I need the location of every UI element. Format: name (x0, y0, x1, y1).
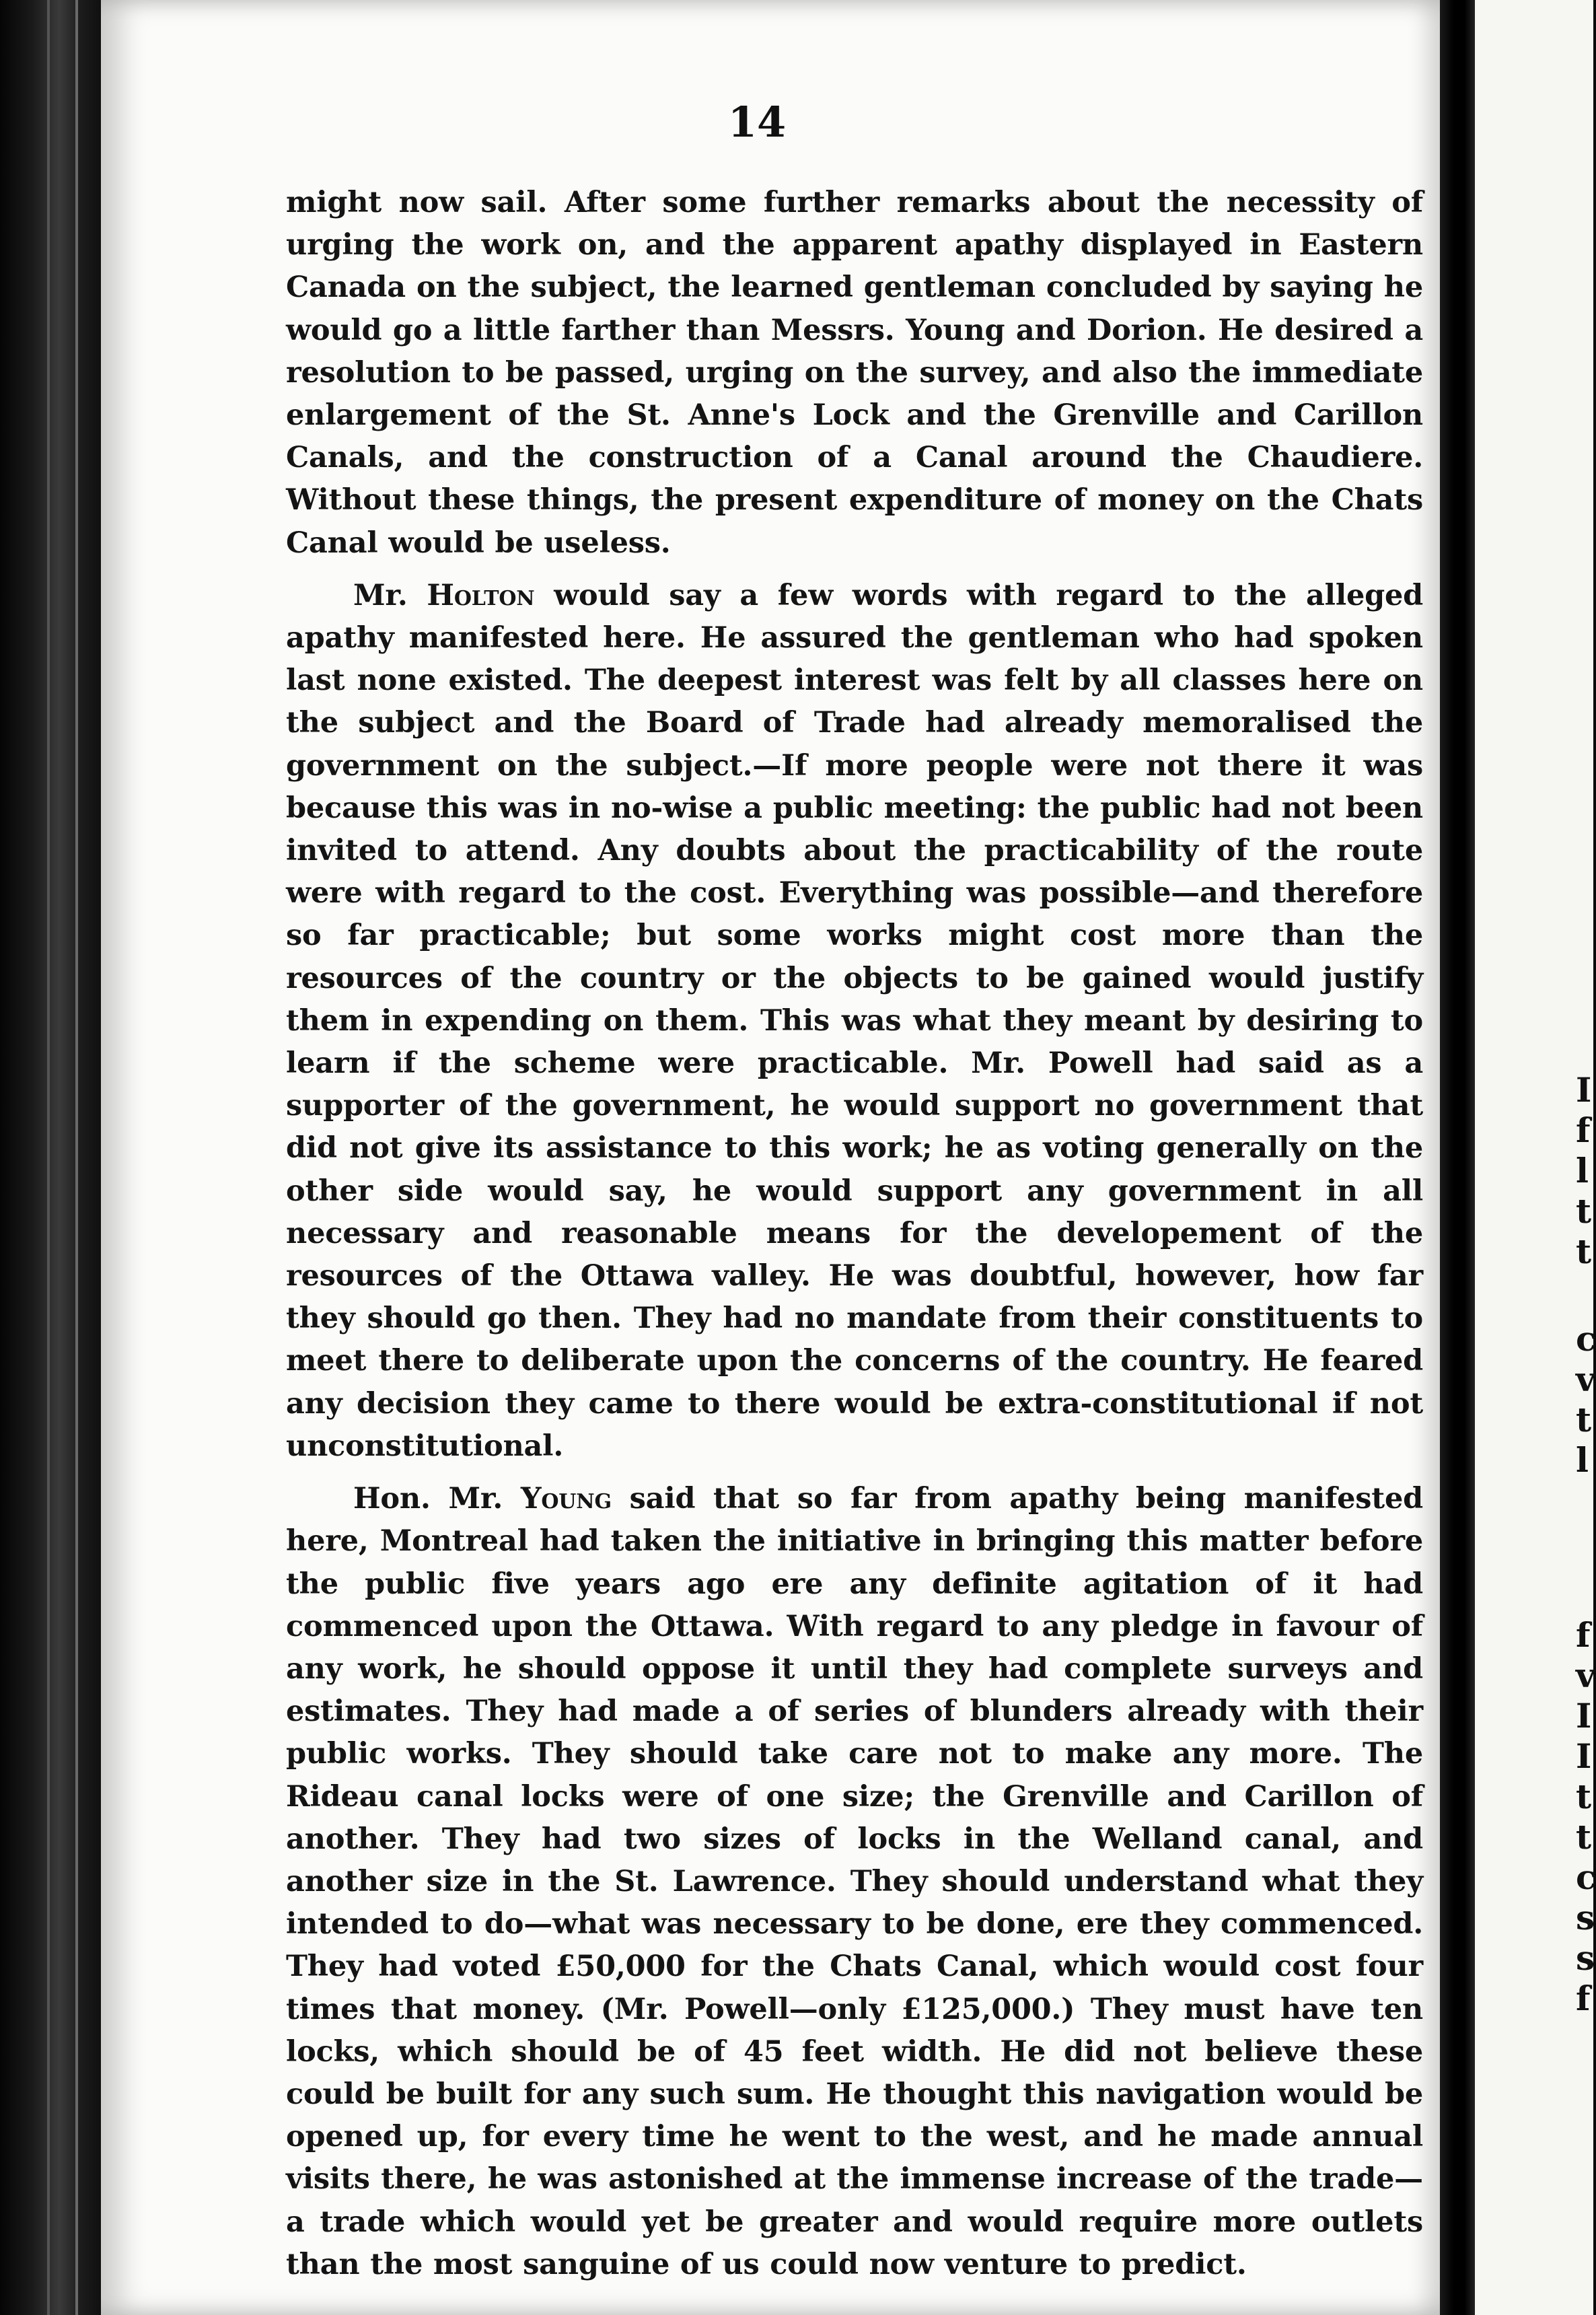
adjacent-page-letter: I (1576, 1070, 1592, 1110)
body-text (286, 182, 1423, 2296)
page-number: 14 (727, 98, 787, 147)
paragraph-text: might now sail. After some further remarks about the necessity of urging the work on, and the apparent apathy displayed in Eastern Canada on the subject, the learned gentleman concluded by saying he would go a little farther than Messrs. Young and Dorion. He desired a resolution to be passed, urging on the survey, and also the immediate enlargement of the St. Anne's Lock and the Grenville and Carillon Canals, and the construction of a Canal around the Chaudiere. Without these things, the present expenditure of money on the Chats Canal would be useless. (286, 186, 1423, 560)
paragraph-text: would say a few words with regard to the alleged apathy manifested here. He assured the gentleman who had spoken last none existed. The deepest interest was felt by all classes here on the subject and the Board of Trade had already memoralised the government on the subject.—If more people were not there it was because this was in no-wise a public meeting: the public had not been invited to attend. Any doubts about the practicability of the route were with regard to the cost. Everything was possible—and therefore so far practicable; but some works might cost more than the resources of the country or the objects to be gained would justify them in expending on them. This was what they meant by desiring to learn if the scheme were practicable. Mr. Powell had said as a supporter of the government, he would support no government that did not give its assistance to this work; he as voting generally on the other side would say, he would support any government in all necessary and reasonable means for the developement of the resources of the Ottawa valley. He was doubtful, however, how far they should go then. They had no mandate from their constituents to meet there to deliberate upon the concerns of the country. He feared any decision they came to there would be extra-constitutional if not unconstitutional. (286, 578, 1423, 1463)
adjacent-page-letter: f (1576, 1979, 1591, 2018)
adjacent-page-letter: s (1576, 1898, 1595, 1937)
page-gutter (1440, 0, 1475, 2315)
paragraph-3 (286, 1478, 1423, 2286)
adjacent-page-letter: I (1576, 1736, 1592, 1776)
speaker-prefix: Hon. Mr. (353, 1482, 521, 1516)
paragraph-text: said that so far from apathy being manifested here, Montreal had taken the initiative in bringing this matter before the public five years ago ere any definite agitation of it had commenced upon the Ottawa. With regard to any pledge in favour of any work, he should oppose it until they had complete surveys and estimates. They had made a of series of blunders already with their public works. They should take care not to make any more. The Rideau canal locks were of one size; the Grenville and Carillon of another. They had two sizes of locks in the Welland canal, and another size in the St. Lawrence. They should understand what they intended to do—what was necessary to be done, ere they commenced. They had voted £50,000 for the Chats Canal, which would cost four times that money. (Mr. Powell—only £125,000.) They must have ten locks, which should be of 45 feet width. He did not believe these could be built for any such sum. He thought this navigation would be opened up, for every time he went to the west, and he made annual visits there, he was astonished at the immense increase of the trade—a trade which would yet be greater and would require more outlets than the most sanguine of us could now venture to predict. (286, 1482, 1423, 2281)
adjacent-page-letter: f (1576, 1615, 1591, 1655)
adjacent-page-letter: I (1576, 1696, 1592, 1736)
adjacent-page-letter: l (1576, 1151, 1589, 1190)
adjacent-page-letter: l (1576, 1440, 1589, 1480)
speaker-prefix: Mr. (353, 578, 427, 612)
binding-edge-line (75, 0, 78, 2315)
adjacent-page-letter: c (1576, 1857, 1596, 1897)
book-page (101, 0, 1440, 2315)
adjacent-page-letter: t (1576, 1400, 1592, 1439)
book-binding (0, 0, 108, 2315)
paragraph-1 (286, 182, 1423, 565)
adjacent-page-letter: t (1576, 1817, 1592, 1857)
adjacent-page-letter: c (1576, 1319, 1596, 1359)
speaker-name: Holton (427, 578, 535, 612)
adjacent-page-edge (1475, 0, 1596, 2315)
adjacent-page-letter: t (1576, 1232, 1592, 1271)
adjacent-page-letter: t (1576, 1777, 1592, 1816)
binding-edge-line (47, 0, 50, 2315)
adjacent-page-letter: v (1576, 1655, 1596, 1695)
adjacent-page-letter: t (1576, 1191, 1592, 1231)
adjacent-page-letter: f (1576, 1110, 1591, 1150)
adjacent-page-letter: s (1576, 1938, 1595, 1978)
paragraph-2 (286, 575, 1423, 1468)
adjacent-page-letter: v (1576, 1359, 1596, 1399)
speaker-name: Young (520, 1482, 612, 1516)
